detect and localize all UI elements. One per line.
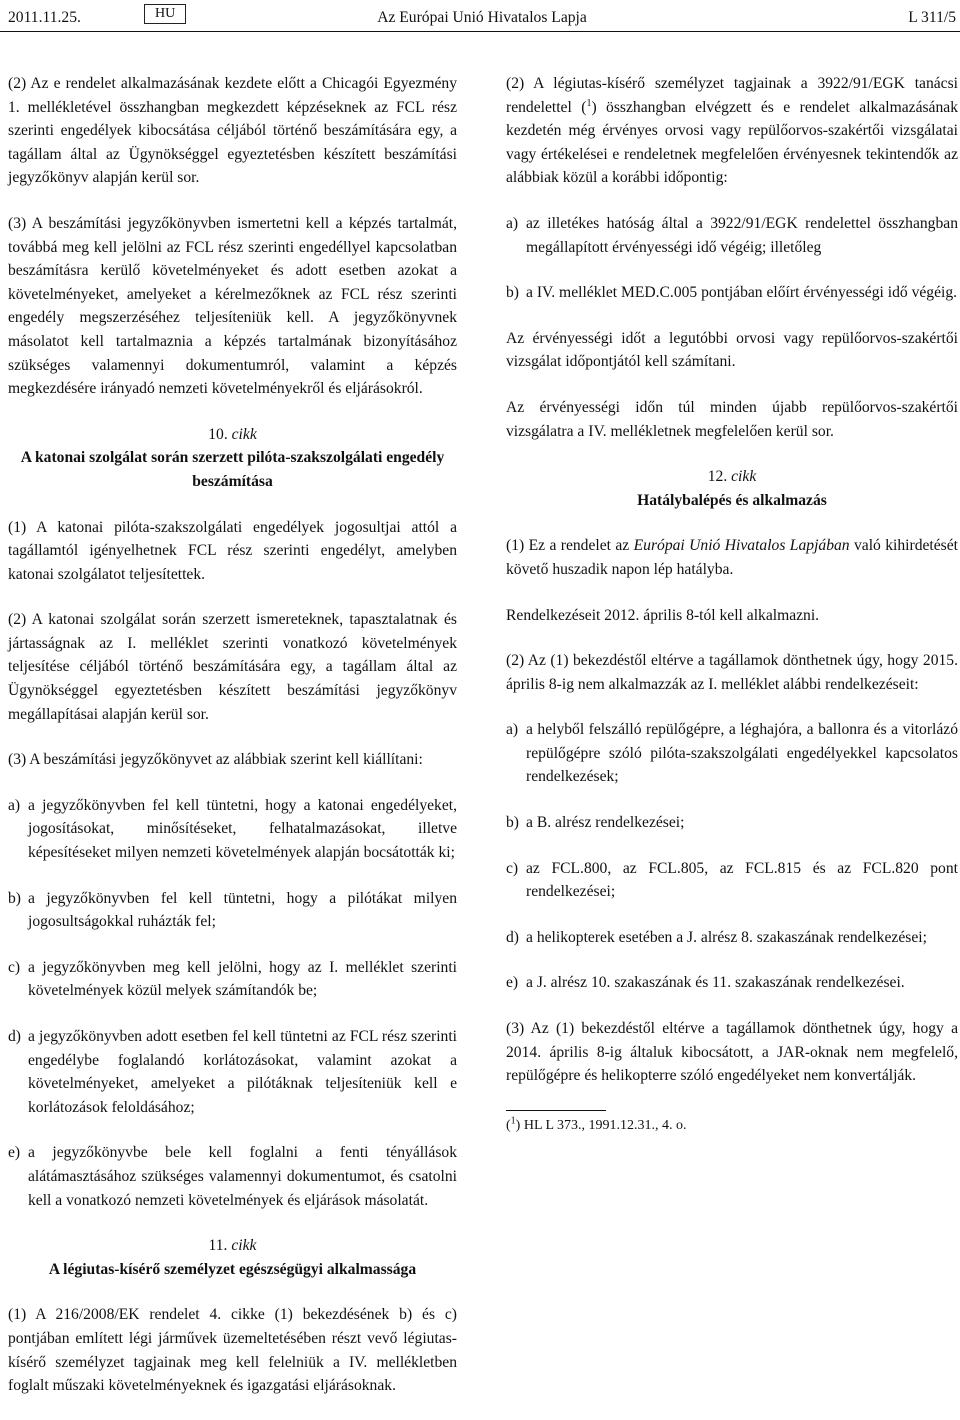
list-item: e) a jegyzőkönyvbe bele kell foglalni a fenti tényállások alátámasztásához szükséges valamennyi dokumentumot, és csatolni kell a vonatkozó nemzeti követelmények és eljárások másolatát. [8, 1144, 457, 1209]
left-column [8, 72, 457, 1420]
list-item: a) a helyből felszálló repülőgépre, a léghajóra, a ballonra és a vitorlázó repülőgépre szóló pilóta-szakszolgálati engedélyekkel kapcsolatos rendelkezések; [506, 721, 958, 786]
list-item: c) a jegyzőkönyvben meg kell jelölni, hogy az I. melléklet szerinti követelmények közül melyek számítandók be; [8, 958, 457, 1000]
paragraph: (3) Az (1) bekezdéstől eltérve a tagállamok dönthetnek úgy, hogy a 2014. április 8-ig általuk kibocsátott, a JAR-oknak nem megfelelő, repülőgépre és helikopterre szóló engedélyeket nem konvertálják. [506, 1020, 958, 1085]
paragraph: (1) A katonai pilóta-szakszolgálati engedélyek jogosultjai attól a tagállamtól igényelhetnek FCL rész szerinti engedélyt, amelyben katonai szolgálatot teljesítettek. [8, 518, 457, 583]
journal-title: Az Európai Unió Hivatalos Lapja [377, 9, 587, 26]
paragraph: (1) Ez a rendelet az Európai Unió Hivatalos Lapjában való kihirdetését követő huszadik napon lép hatályba. [506, 537, 958, 578]
list-item: b) a B. alrész rendelkezései; [506, 814, 685, 832]
list-item: c) az FCL.800, az FCL.805, az FCL.815 és az FCL.820 pont rendelkezései; [506, 859, 958, 901]
publication-date: 2011.11.25. [8, 9, 81, 26]
paragraph: (2) A katonai szolgálat során szerzett ismereteknek, tapasztalatnak és jártasságnak az I. melléklet szerinti vonatkozó követelmények teljesítése céljából történő beszámítására egy, a tagállam által az Ügynökséggel egyeztetésben készített beszámítási jegyzőkönyv megállapításai alapján kerül sor. [8, 611, 457, 723]
page-reference: L 311/5 [908, 9, 956, 26]
footnote: ($^1$) HL L 373., 1991.12.31., 4. o. [506, 1115, 687, 1133]
paragraph: Az érvényességi időt a legutóbbi orvosi vagy repülőorvos-szakértői vizsgálat időpontjától kell számítani. [506, 329, 958, 371]
page-header [8, 2, 956, 30]
article-title: Hatálybalépés és alkalmazás [637, 491, 827, 509]
list-item: d) a jegyzőkönyvben adott esetben fel kell tüntetni az FCL rész szerinti engedélybe foglalandó korlátozásokat, valamint azokat a követelményeket, amelyeket a pilótáknak teljesíteniük kell e korlátozások feloldásához; [8, 1028, 457, 1116]
list-item: b) a IV. melléklet MED.C.005 pontjában előírt érvényességi idő végéig. [506, 284, 958, 302]
list-item: a) a jegyzőkönyvben fel kell tüntetni, hogy a katonai engedélyeket, jogosításokat, minősítéseket, felhatalmazásokat, illetve képesítéseket milyen nemzeti követelmények alapján bocsátották ki; [8, 796, 457, 862]
paragraph: (2) Az e rendelet alkalmazásának kezdete előtt a Chicagói Egyezmény 1. mellékletével összhangban megkezdett képzéseknek az FCL rész szerinti engedélyek kibocsátása céljából történő beszámítására egy, a tagállam által az Ügynökséggel egyeztetésben készített beszámítási jegyzőkönyv alapján kerül sor. [8, 75, 457, 187]
article-title: A légiutas-kísérő személyzet egészségügyi alkalmassága [48, 1260, 417, 1278]
article-number: 12. cikk [707, 468, 757, 486]
paragraph: (2) Az (1) bekezdéstől eltérve a tagállamok dönthetnek úgy, hogy 2015. április 8-ig nem alkalmazzák az I. melléklet alábbi rendelkezéseit: [506, 652, 958, 693]
list-item: e) a J. alrész 10. szakaszának és 11. szakaszának rendelkezései. [506, 974, 905, 992]
right-column [506, 72, 958, 1135]
paragraph: (3) A beszámítási jegyzőkönyvet az alábbiak szerint kell kiállítani: [8, 751, 423, 769]
paragraph: Rendelkezéseit 2012. április 8-tól kell alkalmazni. [506, 606, 820, 624]
language-code-box: HU [144, 4, 186, 24]
article-title: A katonai szolgálat során szerzett pilóta-szakszolgálati engedély beszámítása [20, 449, 445, 490]
footnote-ref: 1 [586, 97, 592, 109]
paragraph: Az érvényességi időn túl minden újabb repülőorvos-szakértői vizsgálatra a IV. mellékletnek megfelelően kerül sor. [506, 398, 958, 440]
paragraph: (2) A légiutas-kísérő személyzet tagjainak a 3922/91/EGK tanácsi rendelettel ($^1$) összhangban elvégzett és e rendelet alkalmazásának kezdetén még érvényes orvosi vagy repülőorvos-szakértői vizsgálatai vagy értékelései e rendeletnek megfelelően érvényesnek tekintendők az alábbiak közül a korábbi időpontig: [506, 75, 958, 187]
list-item: d) a helikopterek esetében a J. alrész 8. szakaszának rendelkezései; [506, 928, 927, 946]
article-number: 10. cikk [208, 425, 257, 443]
list-item: a) az illetékes hatóság által a 3922/91/EGK rendelettel összhangban megállapított érvényességi idő végéig; illetőleg [506, 214, 958, 256]
header-rule [0, 31, 960, 32]
footnote-rule [506, 1110, 606, 1111]
paragraph: (3) A beszámítási jegyzőkönyvben ismertetni kell a képzés tartalmát, továbbá meg kell jelölni az FCL rész szerinti engedéllyel kapcsolatban beszámításra kerülő követelményeket és adott esetben azokat a követelményeket, amelyeket a kérelmezőknek az FCL rész szerinti engedély megszerzéséhez teljesíteniük kell. A jegyzőkönyvnek másolatot kell tartalmaznia a képzés tartalmának bizonyításához szükséges valamennyi dokumentumról, valamint a képzés megkezdésére irányadó nemzeti követelményekről és eljárásokról. [8, 214, 457, 398]
list-item: b) a jegyzőkönyvben fel kell tüntetni, hogy a pilótákat milyen jogosultságokkal ruházták fel; [8, 889, 457, 931]
article-number: 11. cikk [208, 1237, 257, 1255]
paragraph: (1) A 216/2008/EK rendelet 4. cikke (1) bekezdésének b) és c) pontjában említett légi járművek üzemeltetésében részt vevő légiutas-kísérő személyzet tagjainak meg kell felelniük a IV. mellékletben foglalt műszaki követelményeknek és igazgatási eljárásoknak. [8, 1306, 457, 1395]
